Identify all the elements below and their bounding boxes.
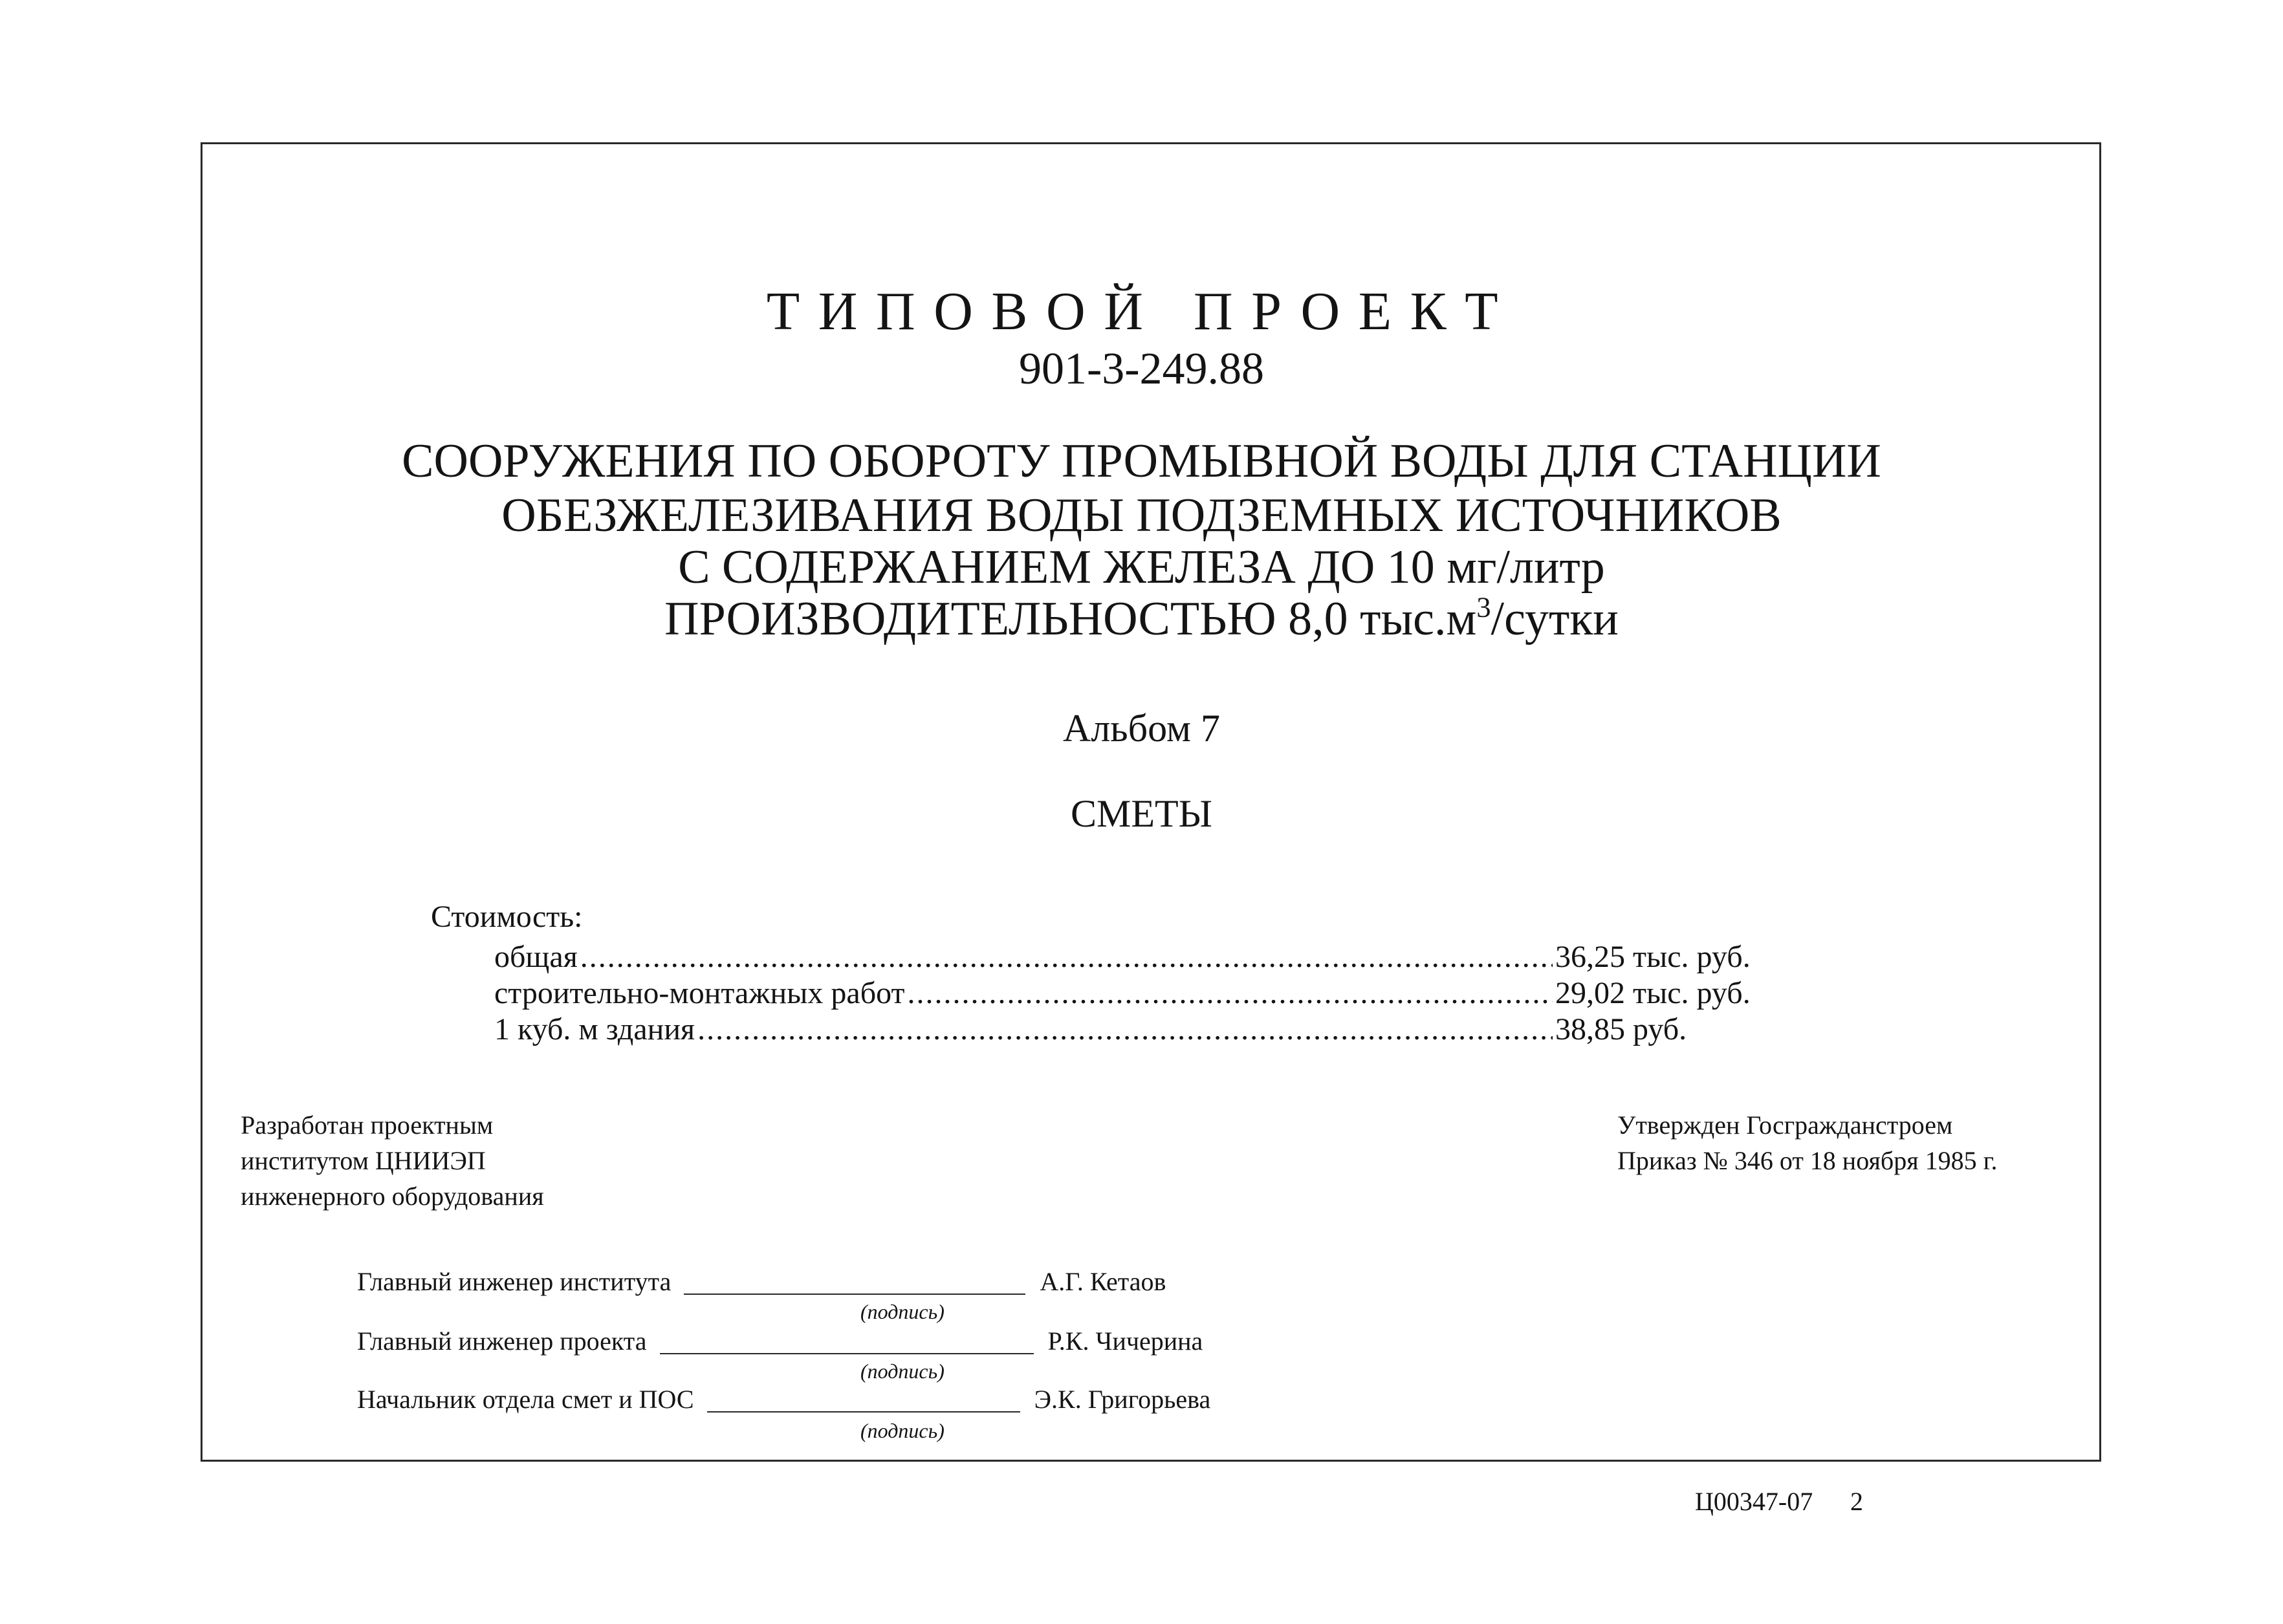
title-line-2: ОБЕЗЖЕЛЕЗИВАНИЯ ВОДЫ ПОДЗЕМНЫХ ИСТОЧНИКОВ <box>501 489 1782 542</box>
signatory-name: Э.К. Григорьева <box>1034 1385 1211 1414</box>
signature-line <box>684 1270 1025 1295</box>
album-label: Альбом 7 <box>1063 707 1220 750</box>
project-number: 901-3-249.88 <box>1018 344 1265 394</box>
signatory-name: Р.К. Чичерина <box>1047 1326 1203 1356</box>
cost-row-per-cubic-meter <box>494 1014 1764 1045</box>
developer-line-1: Разработан проектным <box>241 1110 494 1140</box>
signatory-name: А.Г. Кетаов <box>1040 1267 1166 1296</box>
cost-value: 36,25 тыс. руб. <box>1555 940 1751 974</box>
signature-row-head-of-estimates <box>357 1387 1210 1413</box>
title-line-1: СООРУЖЕНИЯ ПО ОБОРОТУ ПРОМЫВНОЙ ВОДЫ ДЛЯ СТАНЦИИ <box>402 435 1881 488</box>
title-line-4-suffix: /сутки <box>1491 592 1619 645</box>
signature-role: Начальник отдела смет и ПОС <box>357 1385 694 1414</box>
document-code: Ц00347-07 <box>1695 1487 1813 1516</box>
approval-block <box>1617 1107 1997 1178</box>
title-line-4-superscript: 3 <box>1476 590 1491 623</box>
signature-role: Главный инженер проекта <box>357 1326 647 1356</box>
signature-row-chief-engineer-institute <box>357 1269 1166 1295</box>
cost-label: строительно-монтажных работ <box>494 976 905 1010</box>
project-series: ТИПОВОЙ ПРОЕКТ <box>766 281 1517 341</box>
approval-line-1: Утвержден Госгражданстроем <box>1617 1110 1953 1140</box>
signature-line <box>707 1388 1020 1413</box>
signature-role: Главный инженер института <box>357 1267 672 1296</box>
section-title: СМЕТЫ <box>1071 792 1212 835</box>
signature-caption: (подпись) <box>860 1419 945 1442</box>
cost-value: 29,02 тыс. руб. <box>1555 976 1751 1010</box>
title-line-4 <box>0 590 2283 645</box>
signature-caption: (подпись) <box>860 1300 945 1323</box>
title-line-3: С СОДЕРЖАНИЕМ ЖЕЛЕЗА ДО 10 мг/литр <box>678 541 1605 594</box>
title-line-4-prefix: ПРОИЗВОДИТЕЛЬНОСТЬЮ 8,0 тыс.м <box>664 592 1477 645</box>
dot-leader <box>697 1014 1553 1045</box>
signature-caption: (подпись) <box>860 1359 945 1383</box>
dot-leader <box>580 942 1553 973</box>
dot-leader <box>907 978 1553 1009</box>
cost-row-total <box>494 942 1764 973</box>
cost-label: 1 куб. м здания <box>494 1012 695 1046</box>
developer-line-3: инженерного оборудования <box>241 1182 544 1211</box>
cost-label: общая <box>494 940 578 974</box>
page-number: 2 <box>1850 1487 1863 1516</box>
developer-line-2: институтом ЦНИИЭП <box>241 1146 486 1175</box>
cost-heading: Стоимость: <box>431 900 583 934</box>
cost-row-construction <box>494 978 1764 1009</box>
signature-line <box>660 1330 1034 1354</box>
cost-value: 38,85 руб. <box>1555 1012 1687 1046</box>
developer-block <box>241 1107 544 1214</box>
approval-line-2: Приказ № 346 от 18 ноября 1985 г. <box>1617 1146 1998 1175</box>
signature-row-chief-engineer-project <box>357 1328 1203 1354</box>
